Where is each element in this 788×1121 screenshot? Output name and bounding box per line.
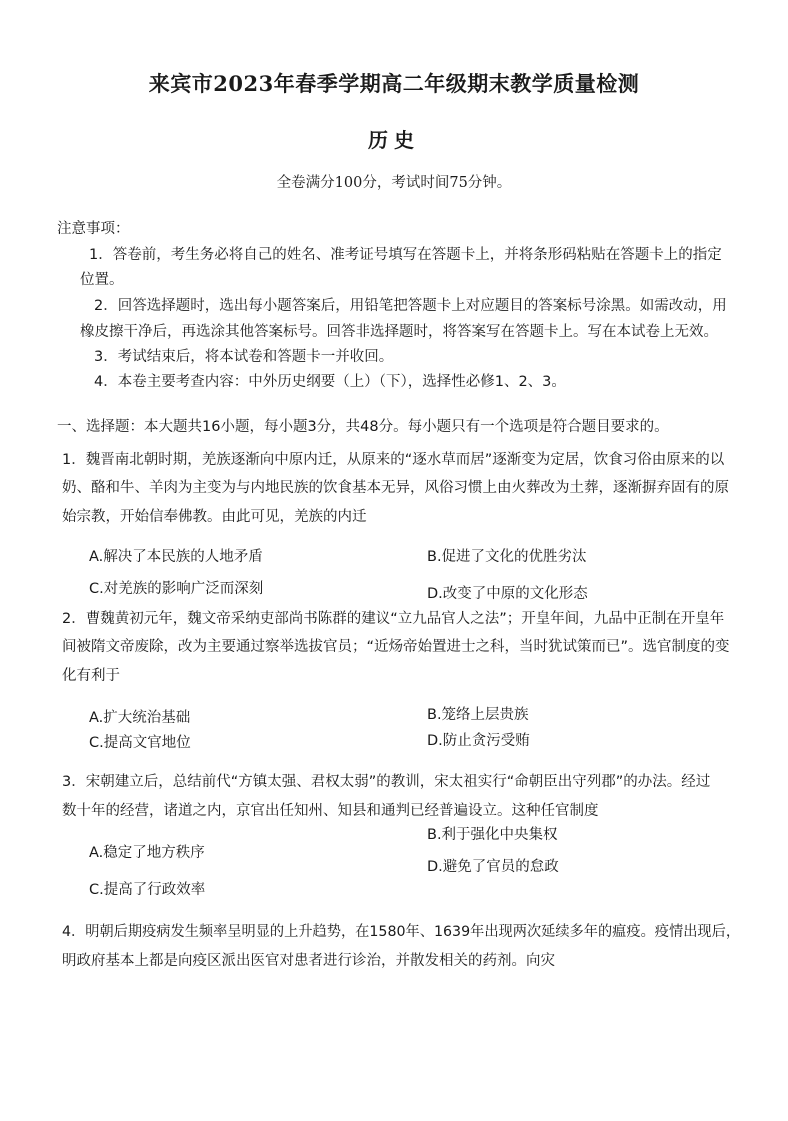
- question-2-line1: 2．曹魏黄初元年，魏文帝采纳吏部尚书陈群的建议“立九品官人之法”；开皇年间，九品中正制在开皇年: [62, 611, 725, 627]
- note-item-2-line2: 橡皮擦干净后，再选涂其他答案标号。回答非选择题时，将答案写在答题卡上。写在本试卷上无效。: [80, 324, 718, 340]
- question-2-option-c: C.提高文官地位: [89, 735, 191, 751]
- note-item-2-line1: 2．回答选择题时，选出每小题答案后，用铅笔把答题卡上对应题目的答案标号涂黑。如需改动，用: [94, 298, 727, 314]
- question-1-option-b: B.促进了文化的优胜劣汰: [427, 549, 587, 565]
- question-2-option-b: B.笼络上层贵族: [427, 707, 529, 723]
- question-2-option-d: D.防止贪污受贿: [427, 733, 530, 749]
- question-2-option-a: A.扩大统治基础: [89, 710, 191, 726]
- question-3-option-c: C.提高了行政效率: [89, 882, 206, 898]
- note-item-4: 4．本卷主要考查内容：中外历史纲要（上）（下），选择性必修1、2、3。: [94, 374, 566, 390]
- question-3-line1: 3．宋朝建立后，总结前代“方镇太强、君权太弱”的教训，宋太祖实行“命朝臣出守列郡”的办法。经过: [62, 774, 711, 790]
- question-3-option-d: D.避免了官员的怠政: [427, 859, 559, 875]
- question-1-line3: 始宗教，开始信奉佛教。由此可见，羌族的内迁: [62, 509, 367, 525]
- exam-info: 全卷满分100分，考试时间75分钟。: [276, 175, 512, 191]
- question-4-line2: 明政府基本上都是向疫区派出医官对患者进行诊治，并散发相关的药剂。向灾: [62, 953, 555, 969]
- notes-heading: 注意事项：: [57, 221, 130, 237]
- question-3-option-a: A.稳定了地方秩序: [89, 845, 205, 861]
- question-1-line1: 1．魏晋南北朝时期，羌族逐渐向中原内迁，从原来的“逐水草而居”逐渐变为定居，饮食习俗由原来的以: [62, 452, 725, 468]
- exam-title: 来宾市2023年春季学期高二年级期末教学质量检测: [148, 71, 640, 96]
- question-1-line2: 奶、酪和牛、羊肉为主变为与内地民族的饮食基本无异，风俗习惯上由火葬改为土葬，逐渐摒弃固有的原: [62, 480, 729, 496]
- note-item-1-line2: 位置。: [80, 272, 124, 288]
- section-heading: 一、选择题：本大题共16小题，每小题3分，共48分。每小题只有一个选项是符合题目要求的。: [57, 419, 669, 435]
- question-2-line3: 化有利于: [62, 668, 120, 684]
- note-item-1-line1: 1．答卷前，考生务必将自己的姓名、准考证号填写在答题卡上，并将条形码粘贴在答题卡上的指定: [89, 247, 722, 263]
- subject-title: 历史: [368, 128, 420, 152]
- question-3-line2: 数十年的经营，诸道之内，京官出任知州、知县和通判已经普遍设立。这种任官制度: [62, 803, 599, 819]
- question-4-line1: 4．明朝后期疫病发生频率呈明显的上升趋势，在1580年、1639年出现两次延续多年的瘟疫。疫情出现后，: [62, 924, 741, 940]
- note-item-3: 3．考试结束后，将本试卷和答题卡一并收回。: [94, 349, 394, 365]
- question-1-option-c: C.对羌族的影响广泛而深刻: [89, 581, 264, 597]
- question-1-option-d: D.改变了中原的文化形态: [427, 586, 588, 602]
- question-2-line2: 间被隋文帝废除，改为主要通过察举选拔官员；“近炀帝始置进士之科，当时犹试策而已”。选官制度的变: [62, 639, 730, 655]
- question-1-option-a: A.解决了本民族的人地矛盾: [89, 549, 263, 565]
- question-3-option-b: B.利于强化中央集权: [427, 827, 558, 843]
